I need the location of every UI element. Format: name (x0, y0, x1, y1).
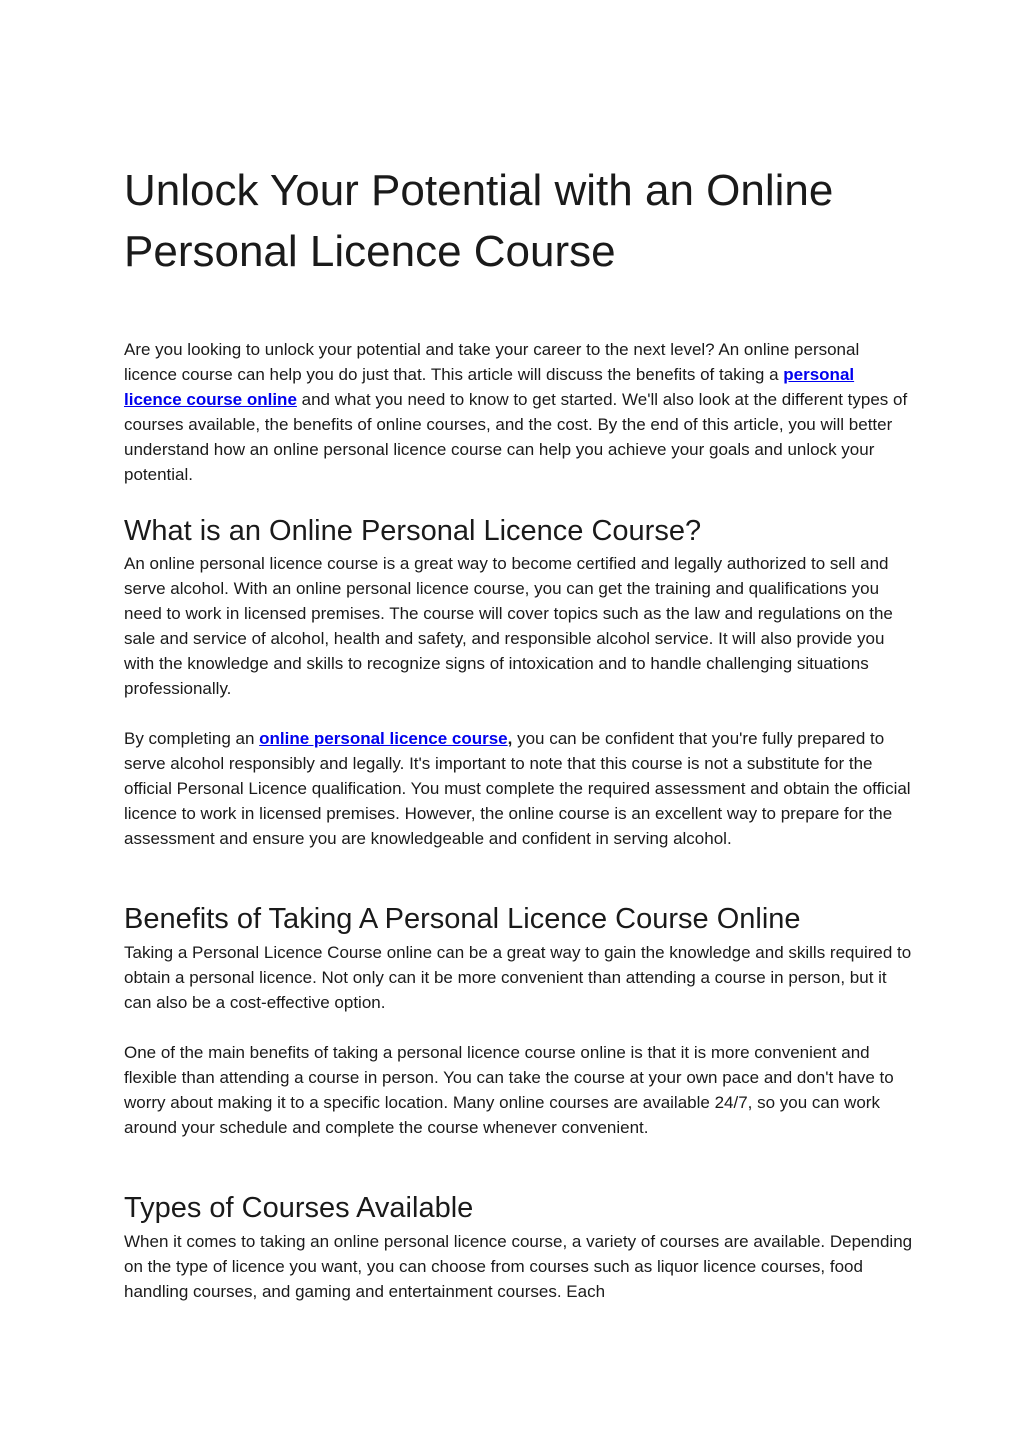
benefits-paragraph-2: One of the main benefits of taking a personal licence course online is that it is more convenient and flexible than attending a course in person. You can take the course at your own pace and don't have to worry about making it to a specific location. Many online courses are available 24/7, so you can work around your schedule and complete the course whenever convenient. (124, 1043, 894, 1137)
section-heading-benefits: Benefits of Taking A Personal Licence Course Online (124, 903, 801, 935)
intro-paragraph (124, 337, 914, 487)
page-title: Unlock Your Potential with an Online Personal Licence Course (124, 166, 834, 276)
intro-text-before-link: Are you looking to unlock your potential and take your career to the next level? An online personal licence course can help you do just that. This article will discuss the benefits of taking a (124, 340, 860, 384)
what-paragraph-2 (124, 726, 914, 851)
personal-licence-course-online-link[interactable]: personal licence course online (124, 365, 855, 409)
section-heading-what: What is an Online Personal Licence Course? (124, 515, 702, 547)
online-personal-licence-course-link[interactable]: online personal licence course (259, 729, 508, 748)
intro-text-after-link: and what you need to know to get started. We'll also look at the different types of courses available, the benefits of online courses, and the cost. By the end of this article, you will better understand how an online personal licence course can help you achieve your goals and unlock your potential. (124, 390, 908, 484)
link-trailing-comma: , (507, 729, 513, 748)
what-paragraph-1: An online personal licence course is a great way to become certified and legally authorized to sell and serve alcohol. With an online personal licence course, you can get the training and qualifications you need to work in licensed premises. The course will cover topics such as the law and regulations on the sale and service of alcohol, health and safety, and responsible alcohol service. It will also provide you with the knowledge and skills to recognize signs of intoxication and to handle challenging situations professionally. (124, 554, 893, 698)
what-text-after-link: you can be confident that you're fully prepared to serve alcohol responsibly and legally. It's important to note that this course is not a substitute for the official Personal Licence qualification. You must complete the required assessment and obtain the official licence to work in licensed premises. However, the online course is an excellent way to prepare for the assessment and ensure you are knowledgeable and confident in serving alcohol. (124, 729, 911, 848)
what-text-before-link: By completing an (124, 729, 260, 748)
section-heading-types: Types of Courses Available (124, 1192, 474, 1224)
benefits-paragraph-1: Taking a Personal Licence Course online can be a great way to gain the knowledge and skills required to obtain a personal licence. Not only can it be more convenient than attending a course in person, but it can also be a cost-effective option. (124, 943, 912, 1012)
types-paragraph-1: When it comes to taking an online personal licence course, a variety of courses are available. Depending on the type of licence you want, you can choose from courses such as liquor licence courses, food handling courses, and gaming and entertainment courses. Each (124, 1232, 913, 1301)
